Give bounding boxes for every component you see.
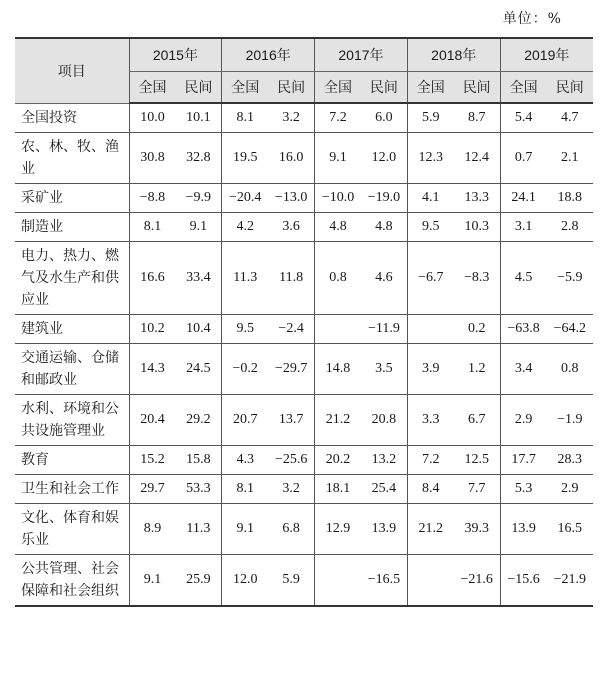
value-cell-private: 10.4 <box>175 314 221 343</box>
value-cell-private: 3.5 <box>361 343 407 394</box>
value-cell-private: −21.9 <box>547 554 593 606</box>
table-row <box>15 241 593 314</box>
value-cell-private: 6.7 <box>454 394 500 445</box>
row-label: 建筑业 <box>15 314 129 343</box>
value-cell-private: 15.8 <box>175 445 221 474</box>
value-cell-national: 14.3 <box>129 343 175 394</box>
row-label: 教育 <box>15 445 129 474</box>
value-cell-national: 20.2 <box>315 445 361 474</box>
value-cell-national: 0.8 <box>315 241 361 314</box>
value-cell-national: 4.3 <box>222 445 268 474</box>
year-header-row <box>15 38 593 72</box>
value-cell-private: −2.4 <box>268 314 314 343</box>
value-cell-national: 20.4 <box>129 394 175 445</box>
value-cell-national: 12.3 <box>407 132 453 183</box>
year-header: 2019年 <box>500 38 593 72</box>
row-label: 公共管理、社会保障和社会组织 <box>15 554 129 606</box>
value-cell-national: 8.4 <box>407 474 453 503</box>
value-cell-national: −20.4 <box>222 183 268 212</box>
value-cell-private: 9.1 <box>175 212 221 241</box>
value-cell-national: 3.3 <box>407 394 453 445</box>
value-cell-national: 24.1 <box>500 183 546 212</box>
value-cell-private: 13.7 <box>268 394 314 445</box>
value-cell-private: 8.7 <box>454 103 500 132</box>
value-cell-national: 5.4 <box>500 103 546 132</box>
value-cell-national: 8.1 <box>222 474 268 503</box>
value-cell-private: 1.2 <box>454 343 500 394</box>
value-cell-national: −63.8 <box>500 314 546 343</box>
value-cell-private: 6.0 <box>361 103 407 132</box>
sub-header-private: 民间 <box>454 72 500 104</box>
table-row <box>15 343 593 394</box>
sub-header-national: 全国 <box>407 72 453 104</box>
table-row <box>15 445 593 474</box>
value-cell-national: 5.9 <box>407 103 453 132</box>
value-cell-private: 28.3 <box>547 445 593 474</box>
sub-header-national: 全国 <box>315 72 361 104</box>
value-cell-national: 12.0 <box>222 554 268 606</box>
value-cell-national: 4.5 <box>500 241 546 314</box>
table-body <box>15 103 593 606</box>
sub-header-private: 民间 <box>175 72 221 104</box>
year-header: 2016年 <box>222 38 315 72</box>
value-cell-private: 13.2 <box>361 445 407 474</box>
value-cell-national: 19.5 <box>222 132 268 183</box>
value-cell-national: 9.1 <box>222 503 268 554</box>
value-cell-private: 4.8 <box>361 212 407 241</box>
value-cell-national <box>315 314 361 343</box>
value-cell-national: 8.1 <box>129 212 175 241</box>
value-cell-national <box>315 554 361 606</box>
value-cell-private: 12.4 <box>454 132 500 183</box>
value-cell-private: 24.5 <box>175 343 221 394</box>
row-label: 全国投资 <box>15 103 129 132</box>
value-cell-national: −6.7 <box>407 241 453 314</box>
value-cell-private: 2.9 <box>547 474 593 503</box>
value-cell-private: 13.3 <box>454 183 500 212</box>
value-cell-private: 33.4 <box>175 241 221 314</box>
value-cell-national: 2.9 <box>500 394 546 445</box>
value-cell-private: 7.7 <box>454 474 500 503</box>
value-cell-private: 12.0 <box>361 132 407 183</box>
value-cell-national: 7.2 <box>315 103 361 132</box>
row-label: 交通运输、仓储和邮政业 <box>15 343 129 394</box>
investment-growth-table <box>15 37 593 607</box>
value-cell-private: 39.3 <box>454 503 500 554</box>
value-cell-national: 14.8 <box>315 343 361 394</box>
value-cell-private: 16.5 <box>547 503 593 554</box>
value-cell-private: 11.8 <box>268 241 314 314</box>
value-cell-national: 4.8 <box>315 212 361 241</box>
value-cell-national: 30.8 <box>129 132 175 183</box>
value-cell-national: 12.9 <box>315 503 361 554</box>
value-cell-national: 9.5 <box>222 314 268 343</box>
value-cell-private: −5.9 <box>547 241 593 314</box>
value-cell-national <box>407 314 453 343</box>
value-cell-national: 3.1 <box>500 212 546 241</box>
year-header: 2015年 <box>129 38 222 72</box>
unit-label: 单位：% <box>502 11 562 27</box>
item-column-header: 项目 <box>15 38 129 103</box>
value-cell-national: 0.7 <box>500 132 546 183</box>
value-cell-national: 13.9 <box>500 503 546 554</box>
value-cell-national: 9.5 <box>407 212 453 241</box>
value-cell-private: −29.7 <box>268 343 314 394</box>
sub-header-national: 全国 <box>222 72 268 104</box>
value-cell-private: 20.8 <box>361 394 407 445</box>
table-row <box>15 212 593 241</box>
value-cell-private: 6.8 <box>268 503 314 554</box>
value-cell-national: −10.0 <box>315 183 361 212</box>
sub-header-private: 民间 <box>361 72 407 104</box>
value-cell-national: 9.1 <box>129 554 175 606</box>
value-cell-private: 53.3 <box>175 474 221 503</box>
row-label: 农、林、牧、渔业 <box>15 132 129 183</box>
value-cell-national: 10.2 <box>129 314 175 343</box>
row-label: 卫生和社会工作 <box>15 474 129 503</box>
value-cell-national: 16.6 <box>129 241 175 314</box>
value-cell-private: 11.3 <box>175 503 221 554</box>
value-cell-private: 2.1 <box>547 132 593 183</box>
table-row <box>15 474 593 503</box>
value-cell-national: 8.1 <box>222 103 268 132</box>
sub-header-private: 民间 <box>268 72 314 104</box>
value-cell-national: 17.7 <box>500 445 546 474</box>
value-cell-private: 29.2 <box>175 394 221 445</box>
value-cell-private: 12.5 <box>454 445 500 474</box>
table-row <box>15 183 593 212</box>
value-cell-private: −16.5 <box>361 554 407 606</box>
value-cell-national: 3.9 <box>407 343 453 394</box>
value-cell-private: −21.6 <box>454 554 500 606</box>
value-cell-private: 25.9 <box>175 554 221 606</box>
value-cell-private: 4.6 <box>361 241 407 314</box>
value-cell-private: −8.3 <box>454 241 500 314</box>
value-cell-private: −9.9 <box>175 183 221 212</box>
sub-header-national: 全国 <box>129 72 175 104</box>
row-label: 采矿业 <box>15 183 129 212</box>
value-cell-national: 20.7 <box>222 394 268 445</box>
value-cell-national: 21.2 <box>407 503 453 554</box>
row-label: 电力、热力、燃气及水生产和供应业 <box>15 241 129 314</box>
table-row <box>15 554 593 606</box>
table-row <box>15 394 593 445</box>
row-label: 制造业 <box>15 212 129 241</box>
value-cell-private: −13.0 <box>268 183 314 212</box>
value-cell-national: 15.2 <box>129 445 175 474</box>
value-cell-national: −15.6 <box>500 554 546 606</box>
table-row <box>15 314 593 343</box>
value-cell-private: 3.6 <box>268 212 314 241</box>
value-cell-national: 21.2 <box>315 394 361 445</box>
value-cell-national: 18.1 <box>315 474 361 503</box>
value-cell-national: 5.3 <box>500 474 546 503</box>
value-cell-national: 4.1 <box>407 183 453 212</box>
value-cell-private: 0.8 <box>547 343 593 394</box>
value-cell-national: 4.2 <box>222 212 268 241</box>
value-cell-private: −19.0 <box>361 183 407 212</box>
value-cell-private: 0.2 <box>454 314 500 343</box>
table-row <box>15 132 593 183</box>
value-cell-private: 4.7 <box>547 103 593 132</box>
value-cell-national: 9.1 <box>315 132 361 183</box>
value-cell-private: −25.6 <box>268 445 314 474</box>
value-cell-private: 13.9 <box>361 503 407 554</box>
sub-header-private: 民间 <box>547 72 593 104</box>
value-cell-national: 11.3 <box>222 241 268 314</box>
value-cell-private: 3.2 <box>268 474 314 503</box>
table-row <box>15 503 593 554</box>
table-row <box>15 103 593 132</box>
value-cell-private: −1.9 <box>547 394 593 445</box>
value-cell-private: 25.4 <box>361 474 407 503</box>
value-cell-private: 32.8 <box>175 132 221 183</box>
value-cell-national: 29.7 <box>129 474 175 503</box>
value-cell-private: 2.8 <box>547 212 593 241</box>
value-cell-private: 18.8 <box>547 183 593 212</box>
value-cell-national: 7.2 <box>407 445 453 474</box>
value-cell-national: 3.4 <box>500 343 546 394</box>
value-cell-national: −8.8 <box>129 183 175 212</box>
row-label: 水利、环境和公共设施管理业 <box>15 394 129 445</box>
value-cell-private: 16.0 <box>268 132 314 183</box>
value-cell-national: −0.2 <box>222 343 268 394</box>
year-header: 2017年 <box>315 38 408 72</box>
value-cell-national: 8.9 <box>129 503 175 554</box>
value-cell-national <box>407 554 453 606</box>
value-cell-private: 10.3 <box>454 212 500 241</box>
value-cell-private: 3.2 <box>268 103 314 132</box>
value-cell-national: 10.0 <box>129 103 175 132</box>
value-cell-private: 5.9 <box>268 554 314 606</box>
sub-header-national: 全国 <box>500 72 546 104</box>
year-header: 2018年 <box>407 38 500 72</box>
value-cell-private: 10.1 <box>175 103 221 132</box>
value-cell-private: −64.2 <box>547 314 593 343</box>
value-cell-private: −11.9 <box>361 314 407 343</box>
row-label: 文化、体育和娱乐业 <box>15 503 129 554</box>
